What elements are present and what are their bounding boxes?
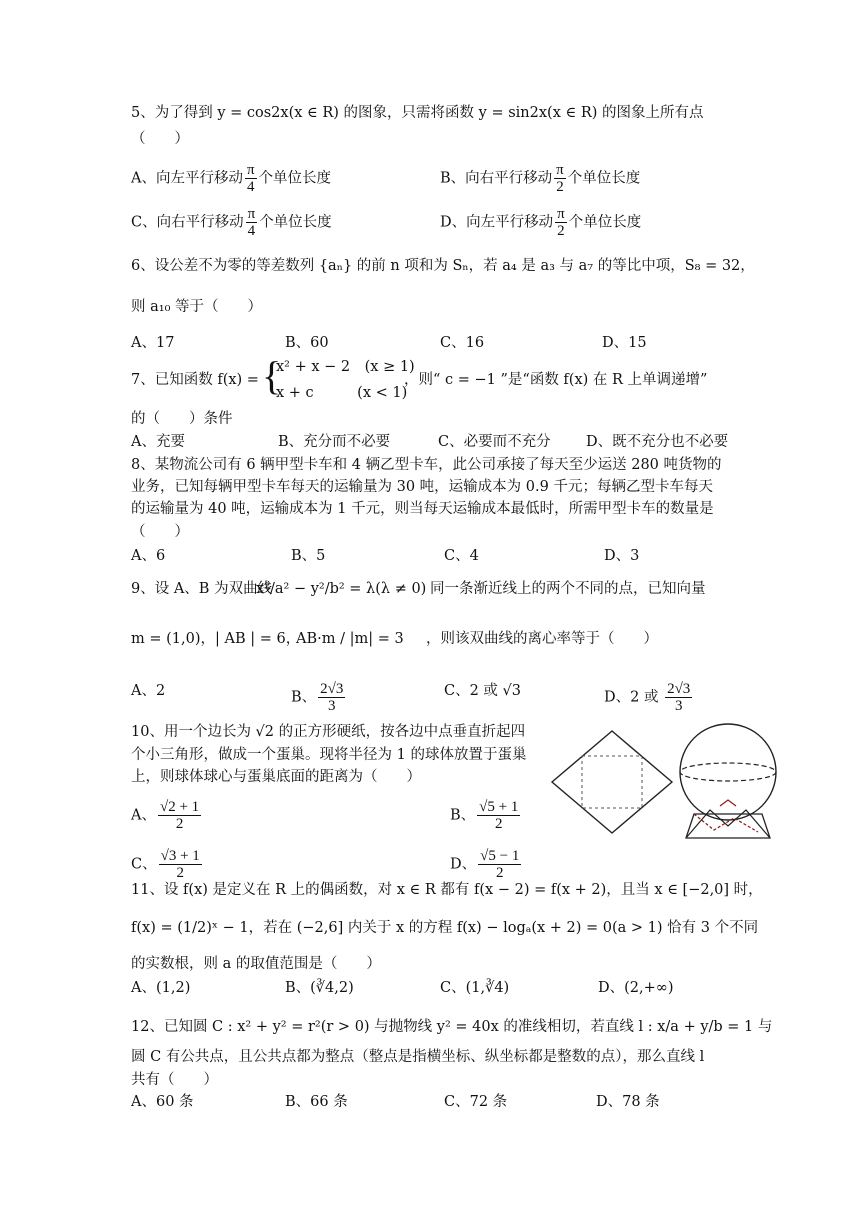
q7-piece1: x² + x − 2 (x ≥ 1) xyxy=(276,359,415,375)
q9-option-c[interactable]: C、2 或 √3 xyxy=(444,683,522,699)
q10-line-1: 10、用一个边长为 √2 的正方形硬纸，按各边中点垂直折起四 xyxy=(131,724,526,740)
q10-option-b[interactable]: B、 $\frac{√5 + 1}{2}$ xyxy=(450,799,519,832)
q8-line-1: 8、某物流公司有 6 辆甲型卡车和 4 辆乙型卡车，此公司承接了每天至少运送 280 吨货物的 xyxy=(131,457,722,473)
q11-option-a[interactable]: A、(1,2) xyxy=(131,980,191,996)
q10-option-a[interactable]: A、 $\frac{√2 + 1}{2}$ xyxy=(131,799,200,832)
q6-option-b[interactable]: B、60 xyxy=(285,335,329,351)
q11-option-b[interactable]: B、(∛4,2) xyxy=(285,980,354,996)
q7-stem-a: 7、已知函数 f(x) = xyxy=(131,372,259,388)
q7-option-c[interactable]: C、必要而不充分 xyxy=(438,434,551,450)
q11-line-2: f(x) = (1/2)ˣ − 1，若在 (−2,6] 内关于 x 的方程 f(x) − logₐ(x + 2) = 0(a > 1) 恰有 3 个不同 xyxy=(131,920,759,936)
q12-line-2: 圆 C 有公共点，且公共点都为整点（整点是指横坐标、纵坐标都是整数的点），那么直线 l xyxy=(131,1049,705,1065)
sphere-in-nest-diagram xyxy=(674,714,782,842)
q9-stem-b: 同一条渐近线上的两个不同的点，已知向量 xyxy=(430,581,706,597)
q7-stem-b: ，则“ c = −1 ”是“函数 f(x) 在 R 上单调递增” xyxy=(404,372,708,388)
q6-option-d[interactable]: D、15 xyxy=(602,335,647,351)
q8-option-b[interactable]: B、5 xyxy=(291,548,326,564)
q10-option-d[interactable]: D、 $\frac{√5 - 1}{2}$ xyxy=(450,848,520,881)
q11-line-1: 11、设 f(x) 是定义在 R 上的偶函数，对 x ∈ R 都有 f(x − 2) = f(x + 2)，且当 x ∈ [−2,0] 时， xyxy=(131,882,763,898)
q5-option-b[interactable]: B、向右平行移动 $\frac{\pi}{2}$ 个单位长度 xyxy=(440,162,641,195)
q9-option-a[interactable]: A、2 xyxy=(131,683,166,699)
q5-stem xyxy=(131,103,704,123)
q5-option-a[interactable]: A、向左平行移动 $\frac{\pi}{4}$ 个单位长度 xyxy=(131,162,332,195)
q5-option-c[interactable]: C、向右平行移动 $\frac{\pi}{4}$ 个单位长度 xyxy=(131,206,332,239)
q5-tail: （ ） xyxy=(131,131,189,147)
q9-line2-a: m = (1,0)，| AB | = 6， xyxy=(131,631,301,647)
q8-line-2: 业务，已知每辆甲型卡车每天的运输量为 30 吨，运输成本为 0.9 千元；每辆乙型卡车每天 xyxy=(131,479,713,495)
q12-option-c[interactable]: C、72 条 xyxy=(444,1094,508,1110)
q9-option-b[interactable]: B、 $\frac{2√3}{3}$ xyxy=(291,681,344,714)
q12-option-b[interactable]: B、66 条 xyxy=(285,1094,348,1110)
q7-option-b[interactable]: B、充分而不必要 xyxy=(278,434,391,450)
q8-option-d[interactable]: D、3 xyxy=(604,548,640,564)
q6-stem: 6、设公差不为零的等差数列 {aₙ} 的前 n 项和为 Sₙ，若 a₄ 是 a₃ 与 a₇ 的等比中项，S₈ = 32， xyxy=(131,258,755,274)
q5-stem-text: 5、为了得到 y = cos2x(x ∈ R) 的图象，只需将函数 y = sin2x(x ∈ R) 的图象上所有点 xyxy=(131,105,704,121)
q11-option-c[interactable]: C、(1,∛4) xyxy=(440,980,510,996)
q12-line-3: 共有（ ） xyxy=(131,1072,218,1088)
q6-option-a[interactable]: A、17 xyxy=(131,335,175,351)
q12-line-1: 12、已知圆 C : x² + y² = r²(r > 0) 与抛物线 y² = 40x 的准线相切，若直线 l : x/a + y/b = 1 与 xyxy=(131,1019,773,1035)
q6-tail: 则 a₁₀ 等于（ ） xyxy=(131,299,262,315)
q9-option-d[interactable]: D、2 或 $\frac{2√3}{3}$ xyxy=(604,681,691,714)
q7-option-d[interactable]: D、既不充分也不必要 xyxy=(586,434,729,450)
q8-option-c[interactable]: C、4 xyxy=(444,548,479,564)
q8-option-a[interactable]: A、6 xyxy=(131,548,166,564)
q9-stem-a: 9、设 A、B 为双曲线 xyxy=(131,581,273,597)
q8-line-4: （ ） xyxy=(131,524,189,540)
q7-option-a[interactable]: A、充要 xyxy=(131,434,185,450)
q9-vector-ratio: AB·m / |m| = 3 xyxy=(296,631,404,647)
q8-line-3: 的运输量为 40 吨，运输成本为 1 千元，则当每天运输成本最低时，所需甲型卡车的数量是 xyxy=(131,501,714,517)
q9-line2-b: ，则该双曲线的离心率等于（ ） xyxy=(426,631,658,647)
q10-line-3: 上，则球体球心与蛋巢底面的距离为（ ） xyxy=(131,769,421,785)
folded-square-diagram xyxy=(548,728,676,836)
q12-option-a[interactable]: A、60 条 xyxy=(131,1094,194,1110)
q7-piece2: x + c (x < 1) xyxy=(276,385,408,401)
q10-line-2: 个小三角形，做成一个蛋巢。现将半径为 1 的球体放置于蛋巢 xyxy=(131,747,527,763)
q11-line-3: 的实数根，则 a 的取值范围是（ ） xyxy=(131,956,381,972)
q5-option-d[interactable]: D、向左平行移动 $\frac{\pi}{2}$ 个单位长度 xyxy=(440,206,642,239)
q12-option-d[interactable]: D、78 条 xyxy=(596,1094,660,1110)
q6-option-c[interactable]: C、16 xyxy=(440,335,485,351)
q7-brace: { xyxy=(262,353,282,398)
q10-option-c[interactable]: C、 $\frac{√3 + 1}{2}$ xyxy=(131,848,200,881)
q9-hyperbola: x²/a² − y²/b² = λ(λ ≠ 0) xyxy=(256,581,427,597)
q7-tail: 的（ ）条件 xyxy=(131,411,233,427)
q11-option-d[interactable]: D、(2,+∞) xyxy=(598,980,674,996)
